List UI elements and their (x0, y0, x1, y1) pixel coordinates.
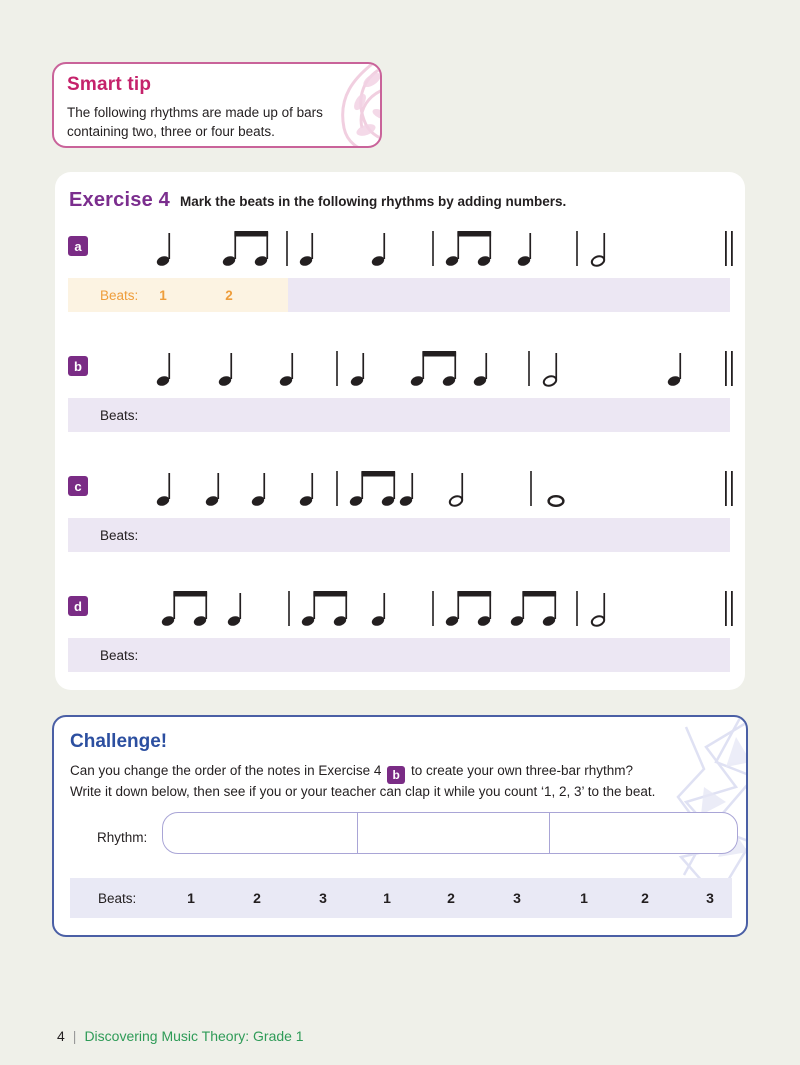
eighth-pair-note-icon (444, 584, 492, 628)
beat-count-number: 3 (319, 890, 327, 906)
rhythm-row (55, 584, 745, 704)
challenge-title: Challenge! (70, 731, 168, 752)
rhythm-label: Rhythm: (97, 829, 148, 845)
quarter-note-icon (472, 344, 494, 388)
quarter-note-icon (204, 464, 226, 508)
quarter-note-icon (155, 344, 177, 388)
rhythm-row (55, 224, 745, 344)
beat-count-number: 3 (706, 890, 714, 906)
quarter-note-icon (370, 584, 392, 628)
question-label-badge: d (68, 596, 88, 616)
beats-label: Beats: (98, 890, 137, 906)
rhythm-notation (68, 224, 730, 268)
barline-icon (575, 224, 579, 268)
barline-icon (285, 224, 289, 268)
exercise-instructions: Mark the beats in the following rhythms by adding numbers. (179, 194, 567, 209)
eighth-pair-note-icon (300, 584, 348, 628)
beats-label: Beats: (100, 287, 139, 303)
half-note-icon (590, 224, 612, 268)
smart-tip-text: The following rhythms are made up of bars containing two, three or four beats. (67, 105, 323, 139)
question-label-badge: c (68, 476, 88, 496)
final-barline-icon (723, 584, 735, 628)
question-badge-b-inline: b (387, 766, 405, 784)
barline-icon (431, 584, 435, 628)
page-footer (57, 1028, 304, 1044)
eighth-pair-note-icon (509, 584, 557, 628)
quarter-note-icon (398, 464, 420, 508)
quarter-note-icon (666, 344, 688, 388)
final-barline-icon (723, 224, 735, 268)
rhythm-notation (68, 344, 730, 388)
rhythm-answer-box[interactable] (162, 812, 738, 854)
challenge-text-after: to create your own three-bar rhythm? (407, 763, 634, 778)
challenge-text-line2: Write it down below, then see if you or your teacher can clap it while you count ‘1, 2, 3’ to the beat. (70, 784, 656, 799)
half-note-icon (542, 344, 564, 388)
beats-label: Beats: (100, 527, 139, 543)
final-barline-icon (723, 464, 735, 508)
barline-icon (335, 464, 339, 508)
quarter-note-icon (226, 584, 248, 628)
page-number: 4 (57, 1028, 65, 1044)
beats-label: Beats: (100, 647, 139, 663)
book-title: Discovering Music Theory: Grade 1 (84, 1028, 304, 1044)
rhythm-notation (68, 464, 730, 508)
quarter-note-icon (298, 464, 320, 508)
eighth-pair-note-icon (348, 464, 396, 508)
bar-divider (549, 813, 550, 853)
quarter-note-icon (516, 224, 538, 268)
barline-icon (529, 464, 533, 508)
beats-answer-bar[interactable] (68, 278, 730, 312)
eighth-pair-note-icon (221, 224, 269, 268)
challenge-text-before: Can you change the order of the notes in Exercise 4 (70, 763, 386, 778)
beats-answer-bar[interactable] (68, 398, 730, 432)
challenge-beats-bar[interactable] (70, 878, 732, 918)
beat-count-number: 1 (580, 890, 588, 906)
eighth-pair-note-icon (409, 344, 457, 388)
beat-answer-number: 1 (159, 287, 167, 303)
half-note-icon (448, 464, 470, 508)
quarter-note-icon (217, 344, 239, 388)
whole-note-icon (546, 464, 566, 508)
bar-divider (357, 813, 358, 853)
beat-count-number: 2 (253, 890, 261, 906)
rhythm-notation (68, 584, 730, 628)
quarter-note-icon (155, 224, 177, 268)
quarter-note-icon (370, 224, 392, 268)
beat-count-number: 1 (187, 890, 195, 906)
beats-answer-bar[interactable] (68, 638, 730, 672)
quarter-note-icon (155, 464, 177, 508)
quarter-note-icon (278, 344, 300, 388)
eighth-pair-note-icon (444, 224, 492, 268)
barline-icon (431, 224, 435, 268)
eighth-pair-note-icon (160, 584, 208, 628)
crystal-decoration-icon (586, 715, 748, 897)
beats-label: Beats: (100, 407, 139, 423)
beat-count-number: 2 (641, 890, 649, 906)
quarter-note-icon (349, 344, 371, 388)
quarter-note-icon (250, 464, 272, 508)
question-label-badge: b (68, 356, 88, 376)
exercise-header (69, 189, 566, 212)
footer-separator: | (72, 1028, 77, 1044)
barline-icon (335, 344, 339, 388)
exercise-card (55, 172, 745, 690)
smart-tip-box (52, 62, 382, 148)
barline-icon (527, 344, 531, 388)
challenge-text-line1 (70, 763, 633, 784)
quarter-note-icon (298, 224, 320, 268)
half-note-icon (590, 584, 612, 628)
smart-tip-title: Smart tip (67, 74, 152, 95)
beat-count-number: 1 (383, 890, 391, 906)
question-label-badge: a (68, 236, 88, 256)
rhythm-row (55, 464, 745, 584)
beat-count-number: 2 (447, 890, 455, 906)
barline-icon (287, 584, 291, 628)
beats-answer-bar[interactable] (68, 518, 730, 552)
barline-icon (575, 584, 579, 628)
challenge-box (52, 715, 748, 937)
beat-answer-number: 2 (225, 287, 233, 303)
final-barline-icon (723, 344, 735, 388)
rhythm-row (55, 344, 745, 464)
exercise-title: Exercise 4 (69, 189, 170, 211)
beat-count-number: 3 (513, 890, 521, 906)
